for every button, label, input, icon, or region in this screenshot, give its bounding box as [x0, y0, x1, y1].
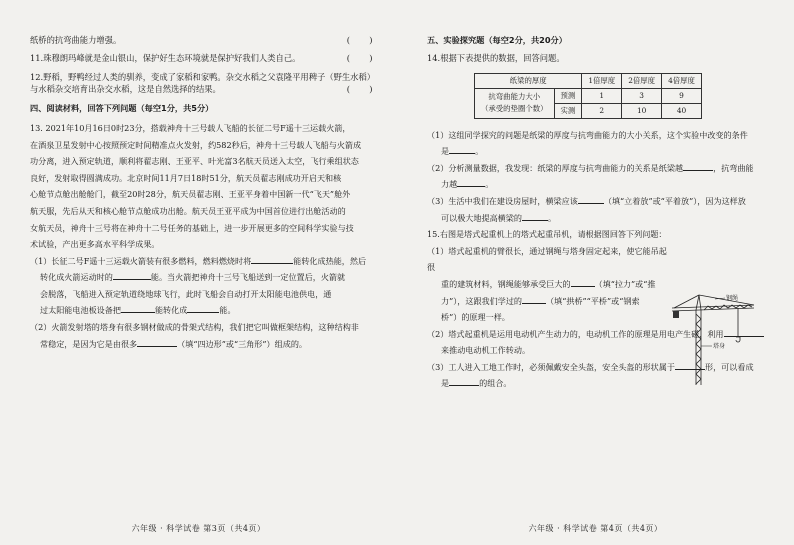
question-text: （填“立着放”或“平着放”），因为这样放: [603, 196, 746, 207]
table-cell: 40: [662, 103, 702, 118]
passage-line: 心舱节点舱出舱舱门，截至20时28分，航天员翟志刚、王亚平身着中国新一代“飞天”舱外: [30, 189, 351, 200]
row-label-line: 抗弯曲能力大小: [488, 92, 541, 102]
question-text: （2）火箭发射塔的塔身有很多钢材做成的骨架式结构，我们把它叫做框架结构，这种结构非: [30, 321, 359, 332]
question-text: 是: [441, 378, 450, 389]
passage-line: 功分离，进入预定轨道，顺利将翟志刚、王亚平、叶光富3名航天员送入太空，飞行乘组状态: [30, 156, 359, 167]
question-text: 重的建筑材料，钢绳能够承受巨大的: [441, 278, 571, 289]
crane-label-mast: 塔身: [713, 343, 726, 350]
answer-blank[interactable]: [457, 177, 485, 187]
answer-blank[interactable]: [449, 144, 475, 154]
question-text: 与水稻杂交培育出杂交水稻，这是自然选择的结果。: [30, 84, 221, 95]
answer-blank[interactable]: [113, 270, 151, 280]
question-text: 常稳定，是因为它是由很多: [40, 338, 138, 349]
question-text: 能转化成: [154, 305, 188, 316]
question-text: 的组合。: [479, 378, 512, 389]
answer-blank[interactable]: [121, 303, 155, 313]
question-15-1: [427, 243, 667, 326]
passage-line: 术试验，产出更多高水平科学成果。: [30, 239, 160, 250]
question-text: 11.珠穆朗玛峰就是金山银山，保护好生态环境就是保护好我们人类自己。: [30, 53, 301, 64]
question-text: 桥”）的原理一样。: [441, 312, 510, 323]
answer-blank[interactable]: [578, 194, 604, 204]
question-text: （2）分析测量数据，我发现：纸梁的厚度与抗弯曲能力的关系是纸梁越: [427, 162, 684, 173]
question-text: 。: [485, 179, 494, 190]
answer-blank[interactable]: [251, 254, 293, 264]
question-text: （1）长征二号F遥十三运载火箭装有很多燃料，燃料燃烧时将: [30, 255, 252, 266]
table-row-label: [475, 88, 555, 118]
section-4-heading: 四、阅读材料，回答下列问题（每空1分，共5分）: [30, 102, 214, 113]
question-12-line-1: 12.野稻，野鸭经过人类的驯养，变成了家稻和家鸭。杂交水稻之父袁隆平用稗子（野生水稻）: [30, 71, 376, 82]
table-cell: 实测: [554, 103, 582, 118]
question-11: [30, 52, 373, 64]
table-cell: 2: [582, 103, 622, 118]
question-text: 是: [441, 146, 450, 157]
answer-blank[interactable]: [449, 376, 479, 386]
question-12: [30, 83, 373, 95]
question-text: 来推动电动机工作转动。: [441, 345, 531, 356]
table-row: [475, 88, 702, 103]
passage-line: 13. 2021年10月16日0时23分，搭载神舟十三号载人飞船的长征二号F遥十三运载火箭，: [30, 123, 351, 134]
answer-blank[interactable]: [571, 277, 595, 287]
question-15: 15.右图是塔式起重机上的塔式起重吊机，请根据图回答下列问题：: [427, 229, 667, 240]
question-text: ，抗弯曲能: [713, 162, 754, 173]
crane-label-rope: 钢绳: [726, 295, 739, 302]
passage-line: 航天服，先后从天和核心舱节点舱成功出舱。航天员王亚平成为中国首位进行出舱活动的: [30, 205, 346, 216]
table-header-cell: 2倍厚度: [622, 73, 662, 88]
question-13-1: [30, 253, 373, 319]
counterweight-icon: [673, 311, 679, 318]
question-14-3: [427, 193, 772, 226]
answer-blank[interactable]: [522, 211, 548, 221]
question-text: （1）这组同学探究的问题是纸梁的厚度与抗弯曲能力的大小关系，这个实验中改变的条件: [427, 129, 748, 140]
question-text: 可以极大地提高横梁的: [441, 212, 522, 223]
section-5-heading: 五、实验探究题（每空2分，共20分）: [427, 35, 567, 45]
page-footer: 六年级 · 科学试卷 第3页（共4页）: [131, 524, 266, 533]
question-text: 会脱落，飞船进入预定轨道绕地球飞行，此时飞船会自动打开太阳能电池供电，通: [40, 288, 332, 299]
data-table: [474, 73, 702, 119]
table-cell: 预测: [554, 88, 582, 103]
answer-blank[interactable]: [683, 161, 713, 171]
question-text: （填“拉力”或“推: [594, 278, 656, 289]
table-header-cell: 1倍厚度: [582, 73, 622, 88]
answer-blank[interactable]: [522, 294, 546, 304]
question-text: （填“拱桥”“平桥”或“钢索: [546, 295, 640, 306]
question-text: 。: [547, 212, 557, 223]
question-text: 能。: [219, 305, 236, 316]
question-text: （填“四边形”或“三角形”）组成的。: [177, 338, 308, 349]
table-header-cell: 纸梁的厚度: [475, 73, 582, 88]
passage-line: 良好，发射取得圆满成功。北京时间11月7日18时51分，航天员翟志刚成功开启天和核: [30, 172, 342, 183]
tower-crane-figure: [668, 292, 758, 387]
question-text: 纸桥的抗弯曲能力增强。: [30, 35, 122, 45]
table-cell: 9: [662, 88, 702, 103]
question-text: 过太阳能电池板设备把: [40, 305, 121, 316]
table-cell: 10: [622, 103, 662, 118]
question-text: 能。当火箭把神舟十三号飞船送到一定位置后，火箭就: [150, 272, 346, 283]
reading-passage: [30, 120, 373, 253]
passage-line: 在酒泉卫星发射中心按照预定时间精准点火发射，约582秒后，神舟十三号载人飞船与火箭成: [30, 139, 362, 150]
row-label-line: （承受的垫圈个数）: [481, 104, 548, 114]
answer-blank[interactable]: [187, 303, 219, 313]
question-text: 。: [475, 146, 484, 157]
question-14: 14.根据下表提供的数据，回答问题。: [427, 53, 565, 64]
question-text: 能转化成热能，然后: [293, 255, 367, 266]
question-13-2: [30, 319, 373, 352]
question-text: （3）生活中我们在建设房屋时，横梁应该: [427, 196, 578, 207]
answer-paren[interactable]: ( ): [346, 53, 373, 64]
question-text: 力”），这跟我们学过的: [441, 295, 523, 306]
answer-blank[interactable]: [137, 337, 177, 347]
answer-paren[interactable]: ( ): [346, 35, 373, 45]
question-14-1: [427, 127, 772, 160]
question-text: （2）塔式起重机是运用电动机产生动力的，电动机工作的原理是用电产生磁，利用: [427, 328, 724, 339]
question-text: （1）塔式起重机的臂很长，通过钢绳与塔身固定起来，使它能吊起很: [427, 245, 667, 273]
passage-line: 女航天员，神舟十三号将在神舟十二号任务的基础上，进一步开展更多的空间科学实验与技: [30, 222, 354, 233]
question-text: 力越: [441, 179, 458, 190]
question-14-2: [427, 160, 772, 193]
table-header-cell: 4倍厚度: [662, 73, 702, 88]
question-text: 形，可以看成: [704, 361, 754, 372]
question-text: 转化成火箭运动时的: [40, 272, 113, 283]
table-cell: 3: [622, 88, 662, 103]
page-4: [397, 0, 794, 545]
question-10-tail: [30, 34, 373, 46]
question-text: （3）工人进入工地工作时，必须佩戴安全头盔，安全头盔的形状属于: [427, 361, 675, 372]
answer-paren[interactable]: ( ): [346, 84, 373, 95]
table-cell: 1: [582, 88, 622, 103]
page-footer: 六年级 · 科学试卷 第4页（共4页）: [528, 524, 663, 533]
